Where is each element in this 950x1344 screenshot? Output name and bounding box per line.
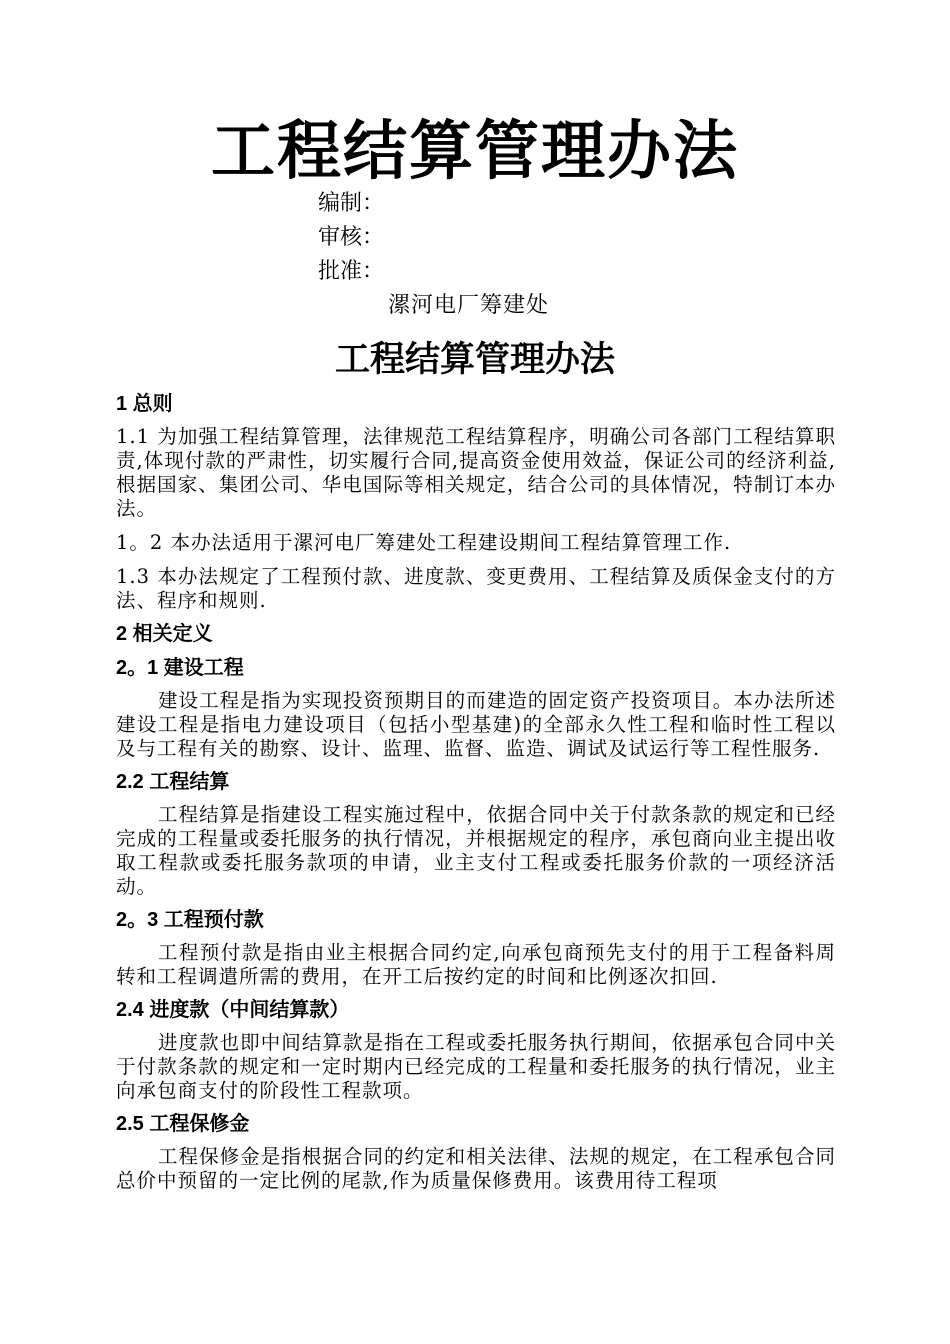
paragraph-2-4: 进度款也即中间结算款是指在工程或委托服务执行期间，依据承包合同中关于付款条款的规定和一定时期内已经完成的工程量和委托服务的执行情况，业主向承包商支付的阶段性工程款项。 (116, 1031, 836, 1102)
document-body (116, 391, 836, 1193)
paragraph-1-1: 1.1 为加强工程结算管理，法律规范工程结算程序，明确公司各部门工程结算职责,体现付款的严肃性，切实履行合同,提高资金使用效益，保证公司的经济利益,根据国家、集团公司、华电国际等相关规定，结合公司的具体情况，特制订本办法。 (116, 425, 836, 520)
paragraph-1-2: 1。2 本办法适用于漯河电厂筹建处工程建设期间工程结算管理工作. (116, 531, 732, 554)
section-2-3-heading: 2。3 工程预付款 (116, 909, 264, 931)
section-2-4-heading: 2.4 进度款（中间结算款） (116, 999, 350, 1021)
paragraph-1-3: 1.3 本办法规定了工程预付款、进度款、变更费用、工程结算及质保金支付的方法、程序和规则. (116, 565, 836, 612)
review-label: 审核： (318, 225, 385, 250)
section-2-heading: 2 相关定义 (116, 623, 213, 645)
section-2-5-heading: 2.5 工程保修金 (116, 1113, 250, 1135)
document-title: 工程结算管理办法 (334, 339, 615, 380)
edit-label: 编制： (318, 191, 385, 216)
paragraph-2-3: 工程预付款是指由业主根据合同约定,向承包商预先支付的用于工程备料周转和工程调遣所需的费用，在开工后按约定的时间和比例逐次扣回. (116, 941, 836, 988)
paragraph-2-1: 建设工程是指为实现投资预期目的而建造的固定资产投资项目。本办法所述建设工程是指电力建设项目（包括小型基建)的全部永久性工程和临时性工程以及与工程有关的勘察、设计、监理、监督、监造、调试及试运行等工程性服务. (116, 689, 836, 760)
paragraph-2-5: 工程保修金是指根据合同的约定和相关法律、法规的规定，在工程承包合同总价中预留的一定比例的尾款,作为质量保修费用。该费用待工程项 (116, 1145, 836, 1192)
section-2-1-heading: 2。1 建设工程 (116, 657, 244, 679)
section-2-2-heading: 2.2 工程结算 (116, 771, 230, 793)
section-1-heading: 1 总则 (116, 393, 173, 415)
organization-name: 漯河电厂筹建处 (388, 293, 550, 318)
approve-label: 批准： (318, 259, 385, 284)
paragraph-2-2: 工程结算是指建设工程实施过程中，依据合同中关于付款条款的规定和已经完成的工程量或委托服务的执行情况，并根据规定的程序，承包商向业主提出收取工程款或委托服务款项的申请，业主支付工程或委托服务价款的一项经济活动。 (116, 803, 836, 898)
cover-title: 工程结算管理办法 (211, 114, 739, 189)
